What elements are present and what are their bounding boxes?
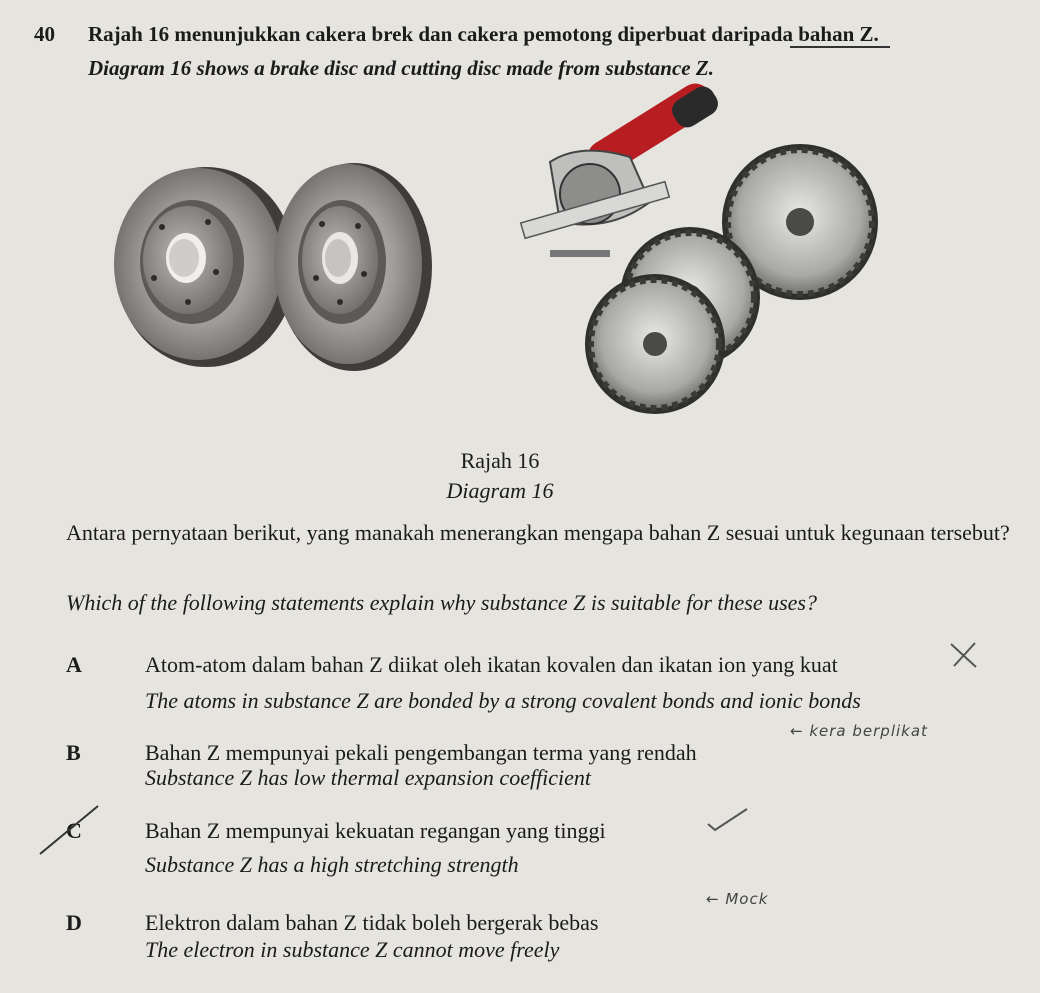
brake-disc-left [114, 167, 296, 367]
question-text-english: Diagram 16 shows a brake disc and cutting disc made from substance Z. [88, 56, 714, 80]
cross-mark-icon [948, 640, 980, 670]
check-mark-icon [705, 806, 751, 832]
option-c-letter[interactable]: C [66, 818, 82, 843]
diagram-caption-malay: Rajah 16 [460, 448, 540, 473]
brake-disc-right [274, 163, 432, 371]
option-c-text-malay: Bahan Z mempunyai kekuatan regangan yang tinggi [145, 818, 606, 843]
option-a-letter[interactable]: A [66, 652, 82, 677]
question-number: 40 [34, 22, 55, 46]
option-a-text-malay: Atom-atom dalam bahan Z diikat oleh ikatan kovalen dan ikatan ion yang kuat [145, 652, 838, 677]
option-c-text-english: Substance Z has a high stretching strength [145, 852, 519, 877]
option-b-letter[interactable]: B [66, 740, 81, 765]
option-a-text-english: The atoms in substance Z are bonded by a strong covalent bonds and ionic bonds [145, 688, 861, 713]
diagram-caption-english: Diagram 16 [446, 478, 554, 503]
question-text-malay [88, 22, 879, 47]
stem-text-malay: Antara pernyataan berikut, yang manakah menerangkan mengapa bahan Z sesuai untuk kegunaan tersebut? [66, 520, 1010, 545]
option-d-text-malay: Elektron dalam bahan Z tidak boleh bergerak bebas [145, 910, 599, 935]
cutting-disc-front [585, 274, 725, 414]
underline-mark [790, 46, 890, 48]
handwritten-note-b: ← kera berplikat [790, 722, 928, 740]
option-d-text-english: The electron in substance Z cannot move freely [145, 937, 560, 962]
option-b-text-english: Substance Z has low thermal expansion coefficient [145, 765, 592, 790]
question-text-malay-span: Rajah 16 menunjukkan cakera brek dan cakera pemotong diperbuat daripada bahan Z. [88, 22, 879, 46]
diagram-16-image [110, 82, 910, 422]
option-d-letter[interactable]: D [66, 910, 82, 935]
handwritten-note-d: ← Mock [706, 890, 769, 908]
stem-text-english: Which of the following statements explain why substance Z is suitable for these uses? [66, 590, 817, 615]
selected-slash-icon [34, 800, 104, 858]
option-b-text-malay: Bahan Z mempunyai pekali pengembangan terma yang rendah [145, 740, 697, 765]
